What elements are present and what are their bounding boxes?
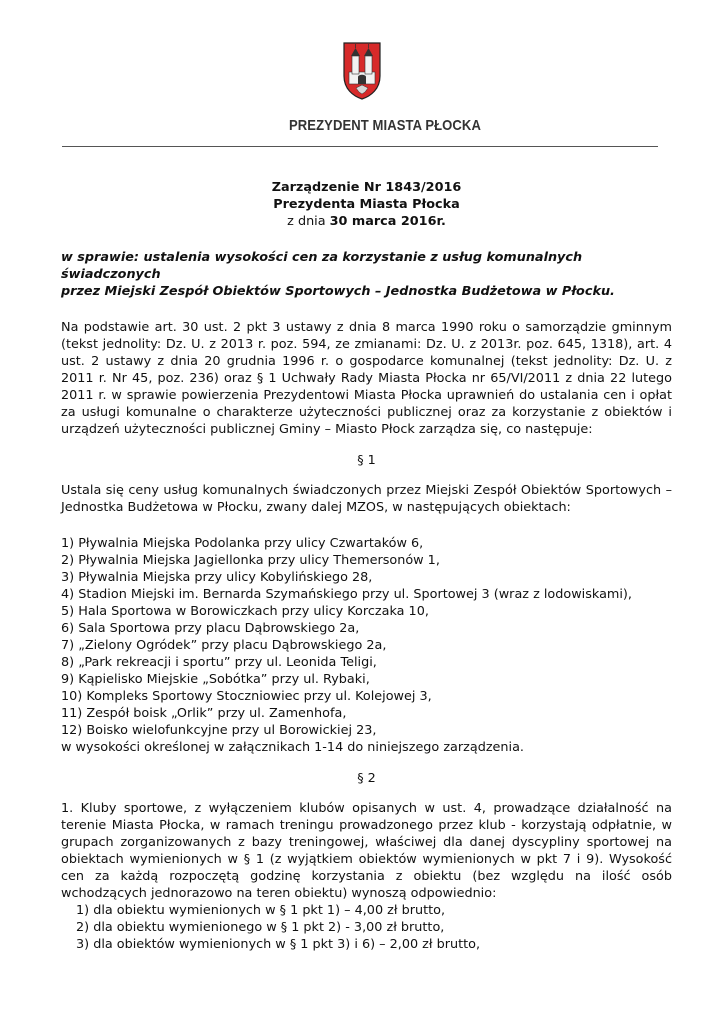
list-item: 12) Boisko wielofunkcyjne przy ul Borowickiej 23, (61, 723, 377, 738)
price-item: 3) dla obiektów wymienionych w § 1 pkt 3) i 6) – 2,00 zł brutto, (76, 937, 481, 952)
list-item: 9) Kąpielisko Miejskie „Sobótka” przy ul. Rybaki, (61, 672, 370, 687)
list-item: 5) Hala Sportowa w Borowiczkach przy ulicy Korczaka 10, (61, 604, 429, 619)
list-item: 7) „Zielony Ogródek” przy placu Dąbrowskiego 2a, (61, 638, 387, 653)
plock-coat-of-arms-icon (343, 42, 381, 100)
list-item: 10) Kompleks Sportowy Stoczniowiec przy ul. Kolejowej 3, (61, 689, 432, 704)
date-value: 30 marca 2016r. (329, 214, 446, 229)
header-divider (62, 146, 658, 147)
list-item: 6) Sala Sportowa przy placu Dąbrowskiego 2a, (61, 621, 360, 636)
document-body (61, 179, 672, 953)
list-item: 1) Pływalnia Miejska Podolanka przy ulicy Czwartaków 6, (61, 536, 424, 551)
title-date (61, 213, 672, 230)
date-prefix: z dnia (287, 214, 330, 229)
list-item: 8) „Park rekreacji i sportu” przy ul. Leonida Teligi, (61, 655, 377, 670)
list-item: 2) Pływalnia Miejska Jagiellonka przy ulicy Themersonów 1, (61, 553, 440, 568)
section-2-paragraph-1: 1. Kluby sportowe, z wyłączeniem klubów opisanych w ust. 4, prowadzące działalność na terenie Miasta Płocka, w ramach treningu prowadzonego przez klub - korzystają odpłatnie, w grupach zorganizowanych z bazy treningowej, właściwej dla danej dyscypliny sportowej na obiektach wymienionych w § 1 (z wyjątkiem obiektów wymienionych w pkt 7 i 9). Wysokość cen za każdą rozpoczętą godzinę korzystania z obiektu (bez względu na ilość osób wchodzących jednorazowo na teren obiektu) wynoszą odpowiednio: (61, 801, 672, 901)
subject-line-2: przez Miejski Zespół Obiektów Sportowych – Jednostka Budżetowa w Płocku. (61, 284, 615, 299)
title-line-2: Prezydenta Miasta Płocka (273, 197, 460, 212)
list-item: 3) Pływalnia Miejska przy ulicy Kobylińskiego 28, (61, 570, 373, 585)
subject (61, 249, 672, 300)
section-1-intro: Ustala się ceny usług komunalnych świadczonych przez Miejski Zespół Obiektów Sportowych – Jednostka Budżetowa w Płocku, zwany dalej MZOS, w następujących obiektach: (61, 483, 672, 515)
list-item: 4) Stadion Miejski im. Bernarda Szymańskiego przy ul. Sportowej 3 (wraz z lodowiskami), (61, 587, 632, 602)
price-item: 1) dla obiektu wymienionych w § 1 pkt 1) – 4,00 zł brutto, (76, 903, 446, 918)
issuer-brand: PREZYDENT MIASTA PŁOCKA (289, 117, 481, 134)
section-2-sign: § 2 (357, 771, 376, 786)
title-line-1: Zarządzenie Nr 1843/2016 (271, 180, 462, 195)
preamble: Na podstawie art. 30 ust. 2 pkt 3 ustawy z dnia 8 marca 1990 roku o samorządzie gminnym (tekst jednolity: Dz. U. z 2013 r. poz. 594, ze zmianami: Dz. U. z 2013r. poz. 645, 1318), art. 4 ust. 2 ustawy z dnia 20 grudnia 1996 r. o gospodarce komunalnej (tekst jednolity: Dz. U. z 2011 r. Nr 45, poz. 236) oraz § 1 Uchwały Rady Miasta Płocka nr 65/VI/2011 z dnia 22 lutego 2011 r. w sprawie powierzenia Prezydentowi Miasta Płocka uprawnień do ustalania cen i opłat za usługi komunalne o charakterze użyteczności publicznej oraz za korzystanie z obiektów i urządzeń użyteczności publicznej Gminy – Miasto Płock zarządza się, co następuje: (61, 320, 672, 437)
section-1-sign: § 1 (357, 453, 376, 468)
list-item: 11) Zespół boisk „Orlik” przy ul. Zamenhofa, (61, 706, 347, 721)
list-closing: w wysokości określonej w załącznikach 1-14 do niniejszego zarządzenia. (61, 740, 524, 755)
facility-list (61, 535, 672, 756)
price-item: 2) dla obiektu wymienionego w § 1 pkt 2) - 3,00 zł brutto, (76, 920, 445, 935)
subject-line-1: w sprawie: ustalenia wysokości cen za korzystanie z usług komunalnych świadczonych (61, 250, 583, 282)
